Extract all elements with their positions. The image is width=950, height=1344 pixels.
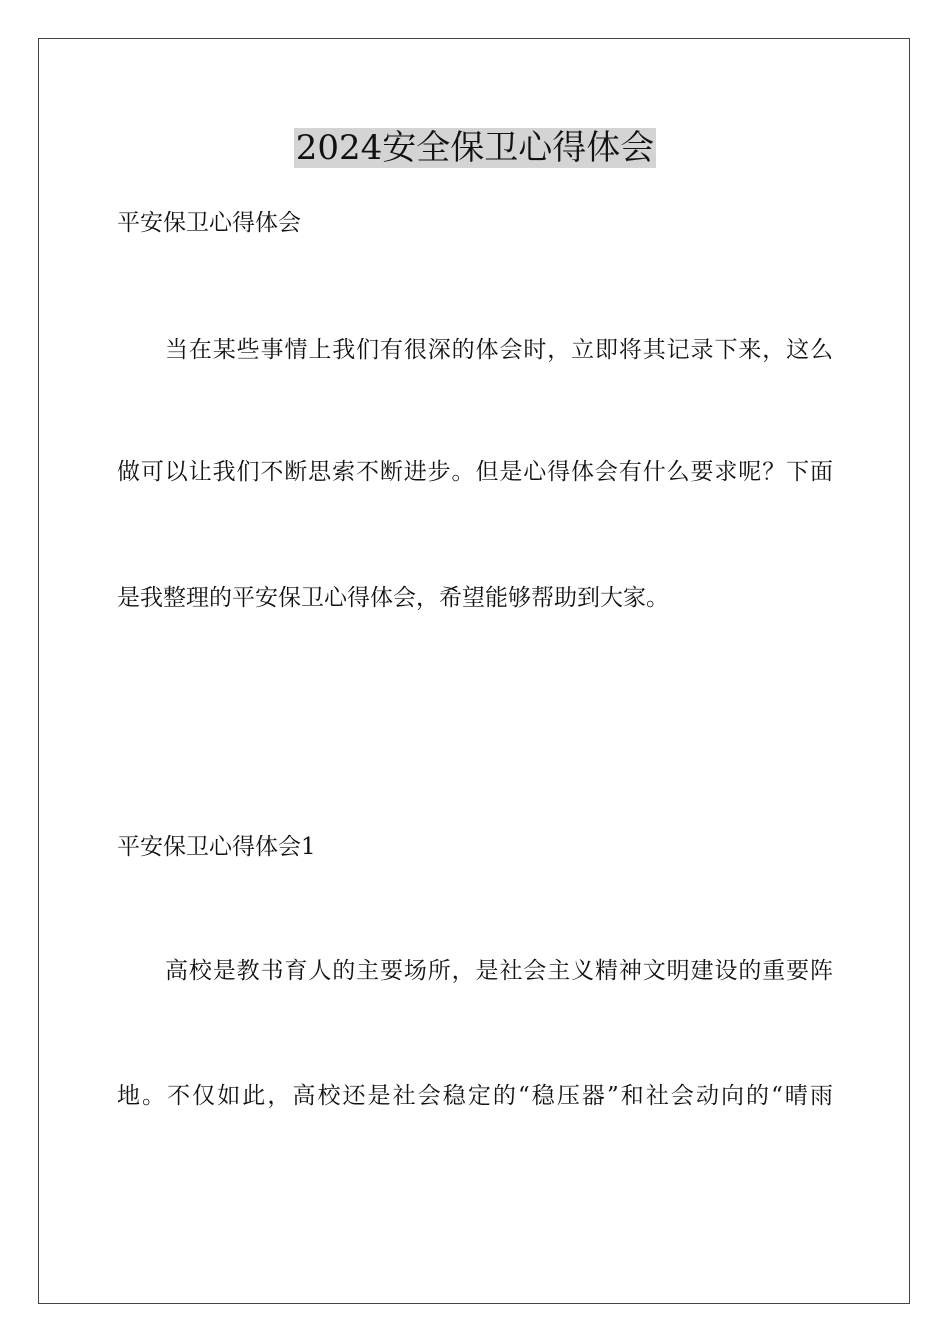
document-title-text: 2024安全保卫心得体会 (295, 128, 655, 168)
document-title (0, 126, 950, 170)
paragraph-line: 高校是教书育人的主要场所，是社会主义精神文明建设的重要阵 (165, 958, 833, 984)
paragraph-line: 做可以让我们不断思索不断进步。但是心得体会有什么要求呢？下面 (117, 459, 833, 485)
section-heading: 平安保卫心得体会1 (117, 834, 316, 860)
paragraph-line: 地。不仅如此，高校还是社会稳定的“稳压器”和社会动向的“晴雨 (117, 1083, 833, 1109)
paragraph-line: 当在某些事情上我们有很深的体会时，立即将其记录下来，这么 (165, 337, 833, 363)
subtitle: 平安保卫心得体会 (117, 210, 301, 236)
paragraph-line: 是我整理的平安保卫心得体会，希望能够帮助到大家。 (117, 585, 669, 611)
